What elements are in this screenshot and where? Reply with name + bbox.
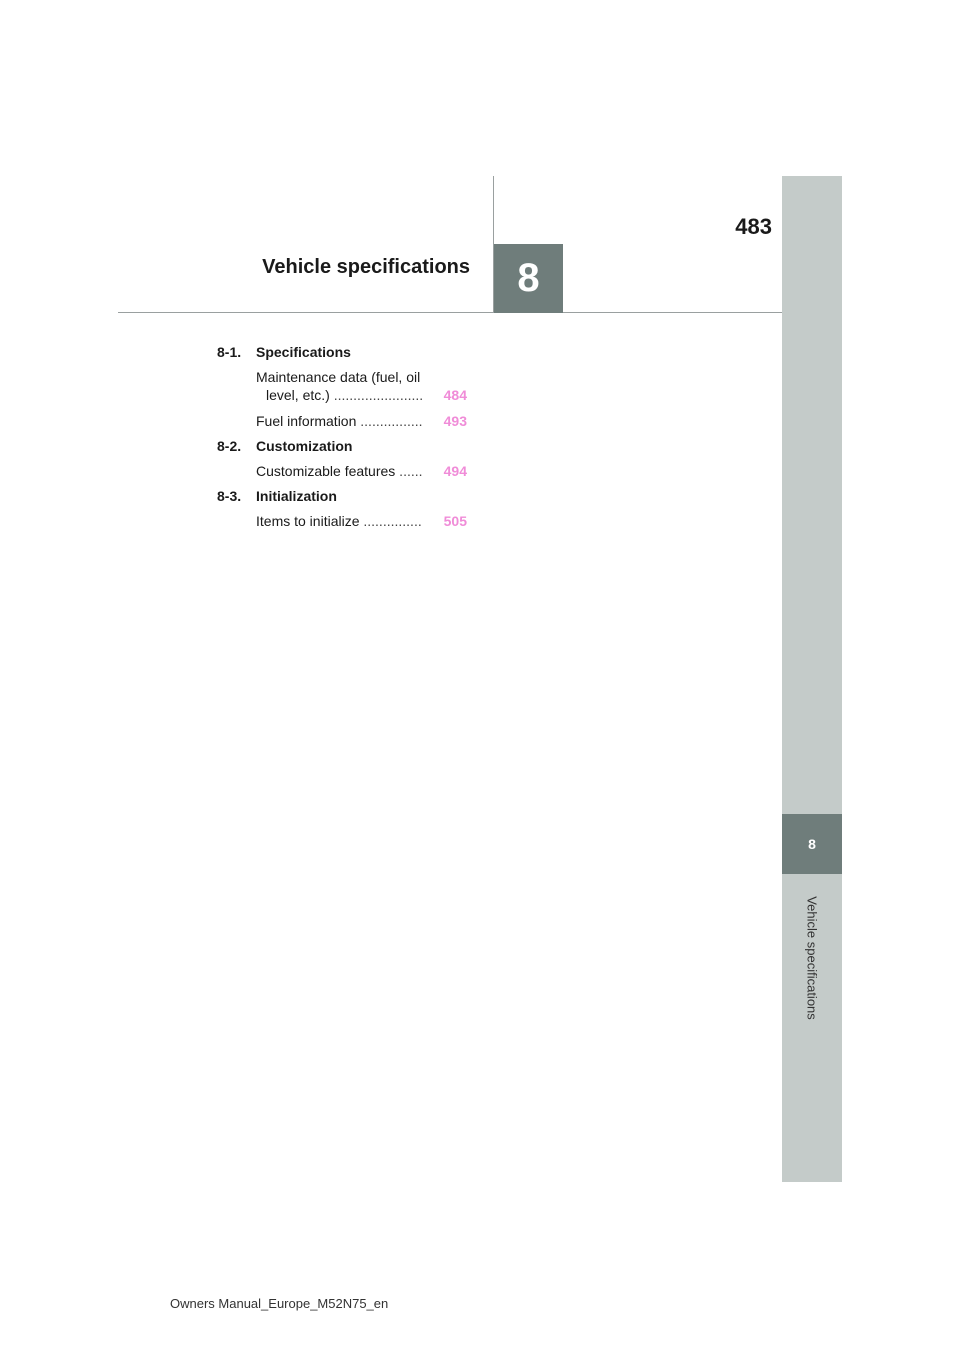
table-of-contents: [217, 344, 467, 538]
leader-dots: ...............: [359, 513, 422, 529]
page-link-493[interactable]: 493: [443, 413, 467, 429]
side-tab: [782, 176, 842, 1182]
toc-entry-items-to-initialize[interactable]: [256, 512, 467, 530]
toc-entry-customizable-features[interactable]: [256, 462, 467, 480]
page-link-484[interactable]: 484: [443, 387, 467, 403]
toc-section-8-2[interactable]: [217, 438, 467, 454]
entry-label-line1: Maintenance data (fuel, oil: [256, 369, 421, 385]
chapter-number: 8: [517, 256, 540, 300]
entry-label: Fuel information: [256, 413, 357, 429]
page-link-505[interactable]: 505: [443, 513, 467, 529]
section-title: Initialization: [256, 488, 337, 504]
entry-label-line2: level, etc.): [266, 387, 330, 403]
side-tab-number: 8: [808, 836, 816, 852]
section-title: Specifications: [256, 344, 351, 360]
side-tab-chapter-box[interactable]: [782, 814, 842, 874]
section-number: 8-1.: [217, 344, 242, 360]
toc-entry-maintenance-data[interactable]: [256, 368, 467, 404]
chapter-number-box: [494, 244, 563, 313]
leader-dots: ................: [356, 413, 423, 429]
leader-dots: .......................: [329, 387, 424, 403]
section-number: 8-3.: [217, 488, 242, 504]
toc-entry-fuel-information[interactable]: [256, 412, 467, 430]
page-number: 483: [735, 214, 772, 239]
section-number: 8-2.: [217, 438, 242, 454]
leader-dots: ......: [395, 463, 423, 479]
page-link-494[interactable]: 494: [443, 463, 467, 479]
footer-document-id: Owners Manual_Europe_M52N75_en: [170, 1296, 389, 1311]
chapter-title: Vehicle specifications: [262, 256, 470, 278]
header-horizontal-divider: [118, 312, 782, 313]
toc-section-8-1[interactable]: [217, 344, 467, 360]
section-title: Customization: [256, 438, 353, 454]
side-tab-label: Vehicle specifications: [804, 896, 820, 1020]
toc-section-8-3[interactable]: [217, 488, 467, 504]
entry-label: Customizable features: [256, 463, 396, 479]
entry-label: Items to initialize: [256, 513, 360, 529]
